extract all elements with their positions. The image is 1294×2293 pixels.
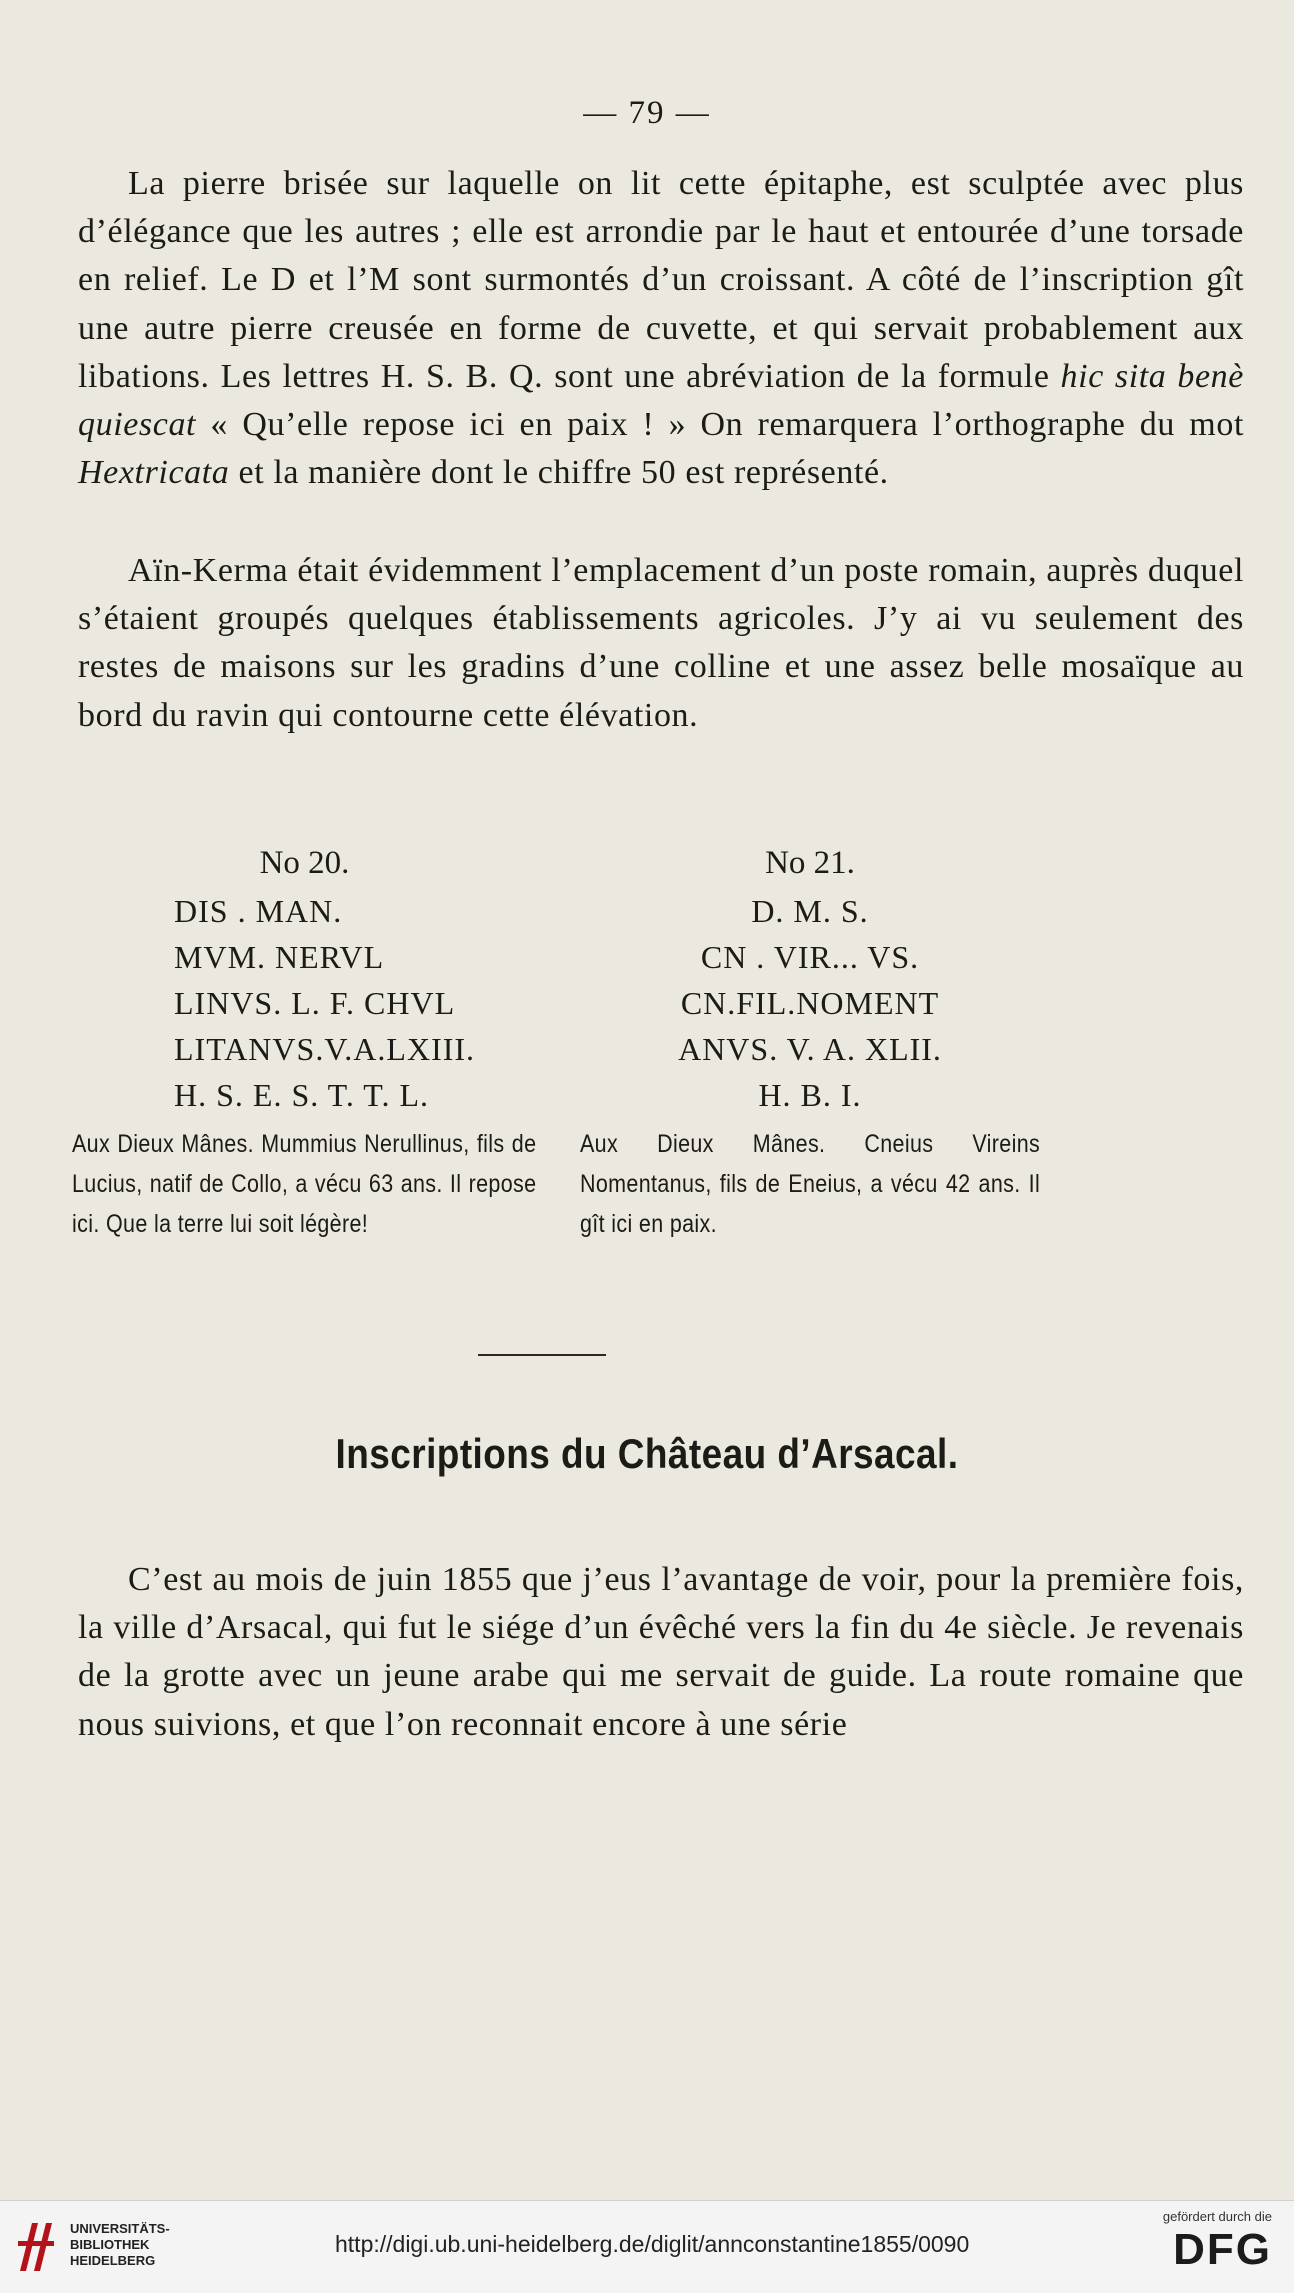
intro-paragraph <box>78 160 1244 497</box>
second-paragraph <box>78 547 1244 740</box>
inscription-line: LINVS. L. F. CHVL <box>174 985 456 1021</box>
library-name-line: BIBLIOTHEK <box>70 2237 150 2252</box>
inscription-text <box>72 888 537 1118</box>
library-name-line: HEIDELBERG <box>70 2253 156 2268</box>
inscription-line: DIS . MAN. <box>174 893 343 929</box>
library-name <box>70 2221 170 2269</box>
inscription-translation: Aux Dieux Mânes. Mummius Nerullinus, fils de Lucius, natif de Collo, a vécu 63 ans. Il repose ici. Que la terre lui soit légère! <box>72 1130 537 1238</box>
inscription-text <box>580 888 1040 1118</box>
inscription-line: CN . VIR... VS. <box>700 939 920 975</box>
second-paragraph-text: Aïn-Kerma était évidemment l’emplacement d’un poste romain, auprès duquel s’étaient groupés quelques établissements agricoles. J’y ai vu seulement des restes de maisons sur les gradins d’une colline et une assez belle mosaïque au bord du ravin qui contourne cette élévation. <box>78 552 1244 734</box>
intro-text-2: « Qu’elle repose ici en paix ! » On remarquera l’orthographe du mot <box>196 406 1244 444</box>
dfg-logo: DFG <box>1173 2225 1272 2274</box>
inscription-line: LITANVS.V.A.LXIII. <box>174 1031 476 1067</box>
intro-text-1: La pierre brisée sur laquelle on lit cette épitaphe, est sculptée avec plus d’élégance que les autres ; elle est arrondie par le haut et entourée d’une torsade en relief. Le D et l’M sont surmontés d’un croissant. A côté de l’inscription gît une autre pierre creusée en forme de cuvette, et qui servait probablement aux libations. Les lettres H. S. B. Q. sont une abréviation de la formule <box>78 165 1244 395</box>
inscription-21 <box>580 838 1040 1244</box>
inscription-line: ANVS. V. A. XLII. <box>678 1031 942 1067</box>
inscription-line: H. B. I. <box>758 1077 862 1113</box>
intro-italic-word: Hextricata <box>78 454 230 492</box>
section-paragraph <box>78 1556 1244 1749</box>
library-name-line: UNIVERSITÄTS- <box>70 2221 170 2236</box>
page-number: — 79 — <box>583 95 711 131</box>
intro-text-3: et la manière dont le chiffre 50 est représenté. <box>229 454 889 492</box>
intro-italic-formula: hic sita benè quiescat <box>78 357 1244 444</box>
funder-block <box>1163 2209 1272 2276</box>
section-heading: Inscriptions du Château d’Arsacal. <box>335 1430 959 1477</box>
section-divider <box>478 1354 606 1356</box>
inscription-line: CN.FIL.NOMENT <box>680 985 940 1021</box>
funder-label: gefördert durch die <box>1162 2209 1272 2224</box>
viewer-footer <box>0 2200 1294 2293</box>
inscription-line: H. S. E. S. T. T. L. <box>174 1077 429 1113</box>
inscription-number: No 21. <box>765 845 855 881</box>
university-logo-icon <box>14 2215 58 2277</box>
inscription-20 <box>72 838 537 1244</box>
inscription-translation: Aux Dieux Mânes. Cneius Vireins Nomentanus, fils de Eneius, a vécu 42 ans. Il gît ici en paix. <box>580 1130 1041 1238</box>
inscription-line: D. M. S. <box>751 893 869 929</box>
section-paragraph-text: C’est au mois de juin 1855 que j’eus l’avantage de voir, pour la première fois, la ville d’Arsacal, qui fut le siége d’un évêché vers la fin du 4e siècle. Je revenais de la grotte avec un jeune arabe qui me servait de guide. La route romaine que nous suivions, et que l’on reconnait encore à une série <box>78 1561 1244 1743</box>
inscription-line: MVM. NERVL <box>174 939 385 975</box>
permalink[interactable]: http://digi.ub.uni-heidelberg.de/diglit/annconstantine1855/0090 <box>335 2231 970 2257</box>
inscription-number: No 20. <box>259 845 350 881</box>
